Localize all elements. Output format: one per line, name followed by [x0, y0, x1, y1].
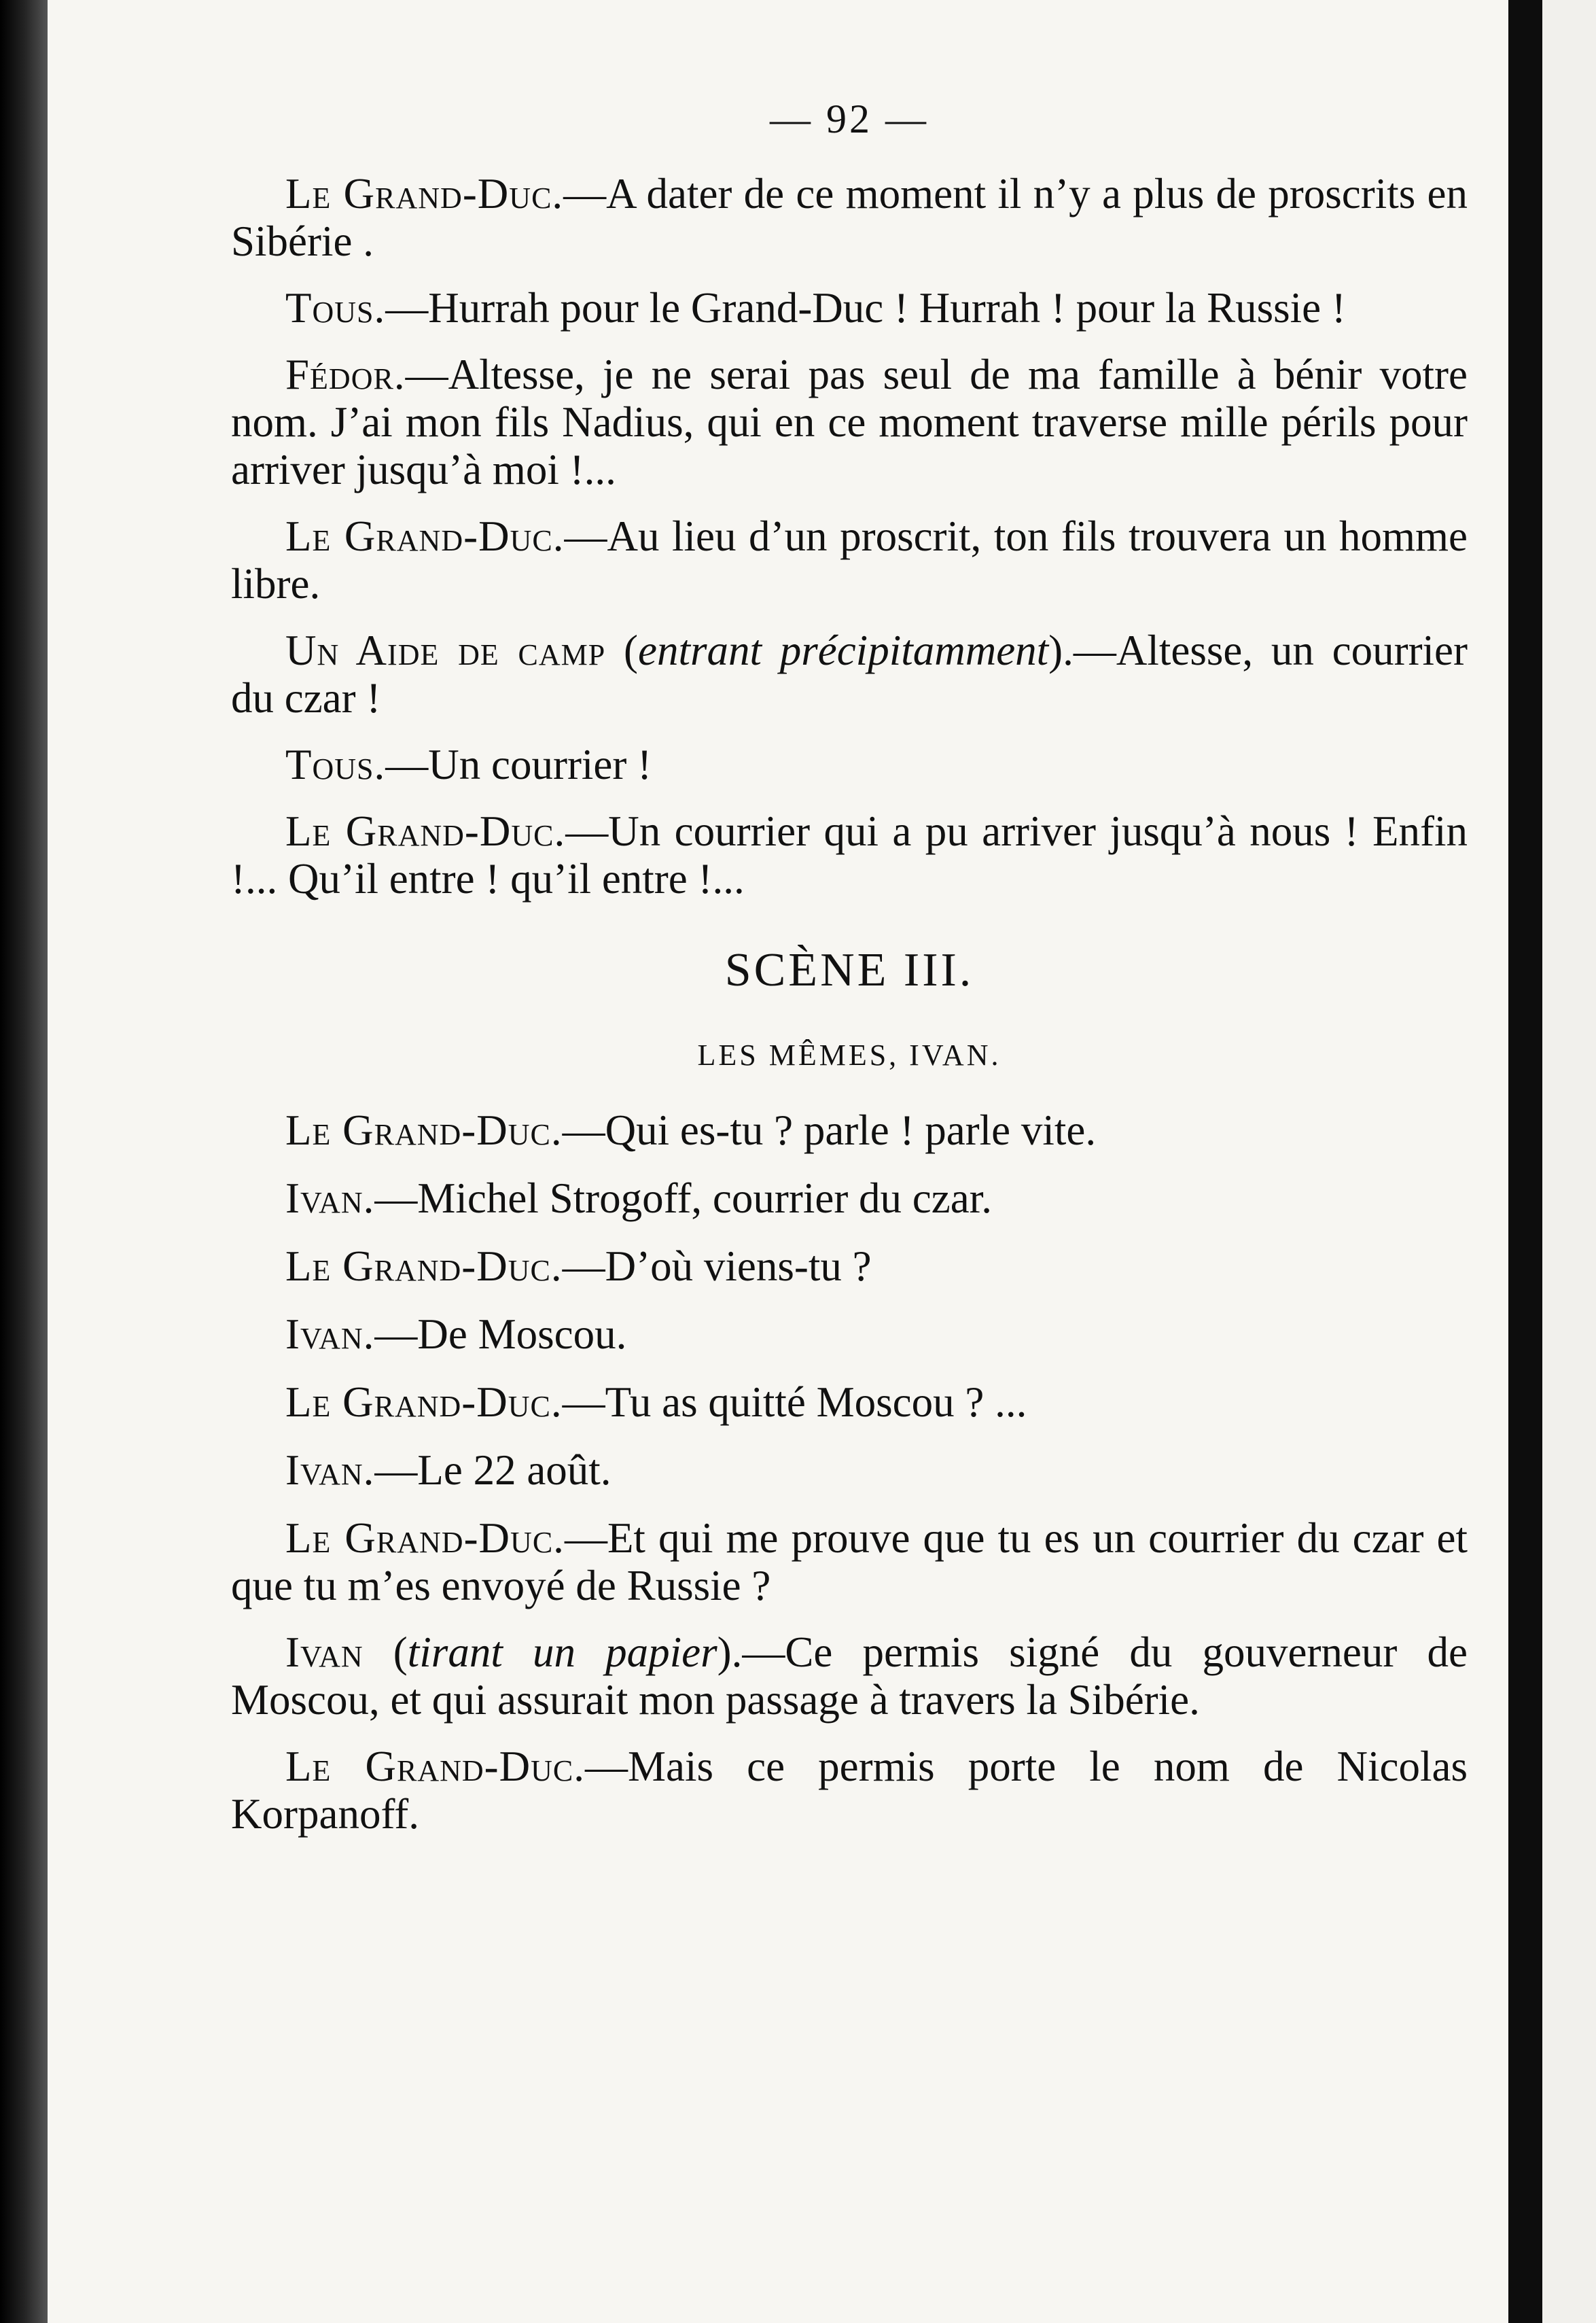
- book-spine: [0, 0, 48, 2323]
- stage-direction-open: (: [605, 627, 638, 674]
- dialogue-text: —De Moscou.: [374, 1310, 627, 1358]
- dialogue-line: [231, 170, 1468, 265]
- speaker-name: Un Aide de camp: [285, 627, 606, 674]
- dialogue-text: —Un courrier !: [385, 741, 652, 788]
- scene-title: SCÈNE III.: [724, 944, 974, 996]
- dialogue-line: [231, 1743, 1468, 1838]
- dialogue-line: [231, 284, 1468, 332]
- dialogue-line: [231, 1174, 1468, 1222]
- speaker-name: Le Grand-Duc.: [285, 1242, 563, 1290]
- dialogue-text: —Michel Strogoff, courrier du czar.: [374, 1174, 992, 1222]
- speaker-name: Le Grand-Duc.: [285, 807, 566, 855]
- dialogue-text: —Altesse, je ne serai pas seul de ma famille à bénir votre nom. J’ai mon fils Nadius, qui en ce moment traverse mille périls pour arriver jusqu’à moi !...: [231, 351, 1468, 493]
- speaker-name: Tous.: [285, 741, 386, 788]
- speaker-name: Ivan.: [285, 1174, 375, 1222]
- dialogue-line: [231, 1310, 1468, 1358]
- stage-direction-open: (: [363, 1628, 408, 1676]
- speaker-name: Tous.: [285, 284, 386, 332]
- dialogue-line: [231, 1514, 1468, 1609]
- stage-direction: entrant précipitamment: [638, 627, 1049, 674]
- dialogue-text: —Le 22 août.: [374, 1446, 611, 1494]
- dialogue-text: —D’où viens-tu ?: [562, 1242, 872, 1290]
- dialogue-line: [231, 351, 1468, 493]
- stage-direction-close: ).: [1048, 627, 1074, 674]
- stage-direction: tirant un papier: [407, 1628, 717, 1676]
- speaker-name: Fédor.: [285, 351, 406, 398]
- dialogue-line: [231, 1628, 1468, 1724]
- speaker-name: Ivan.: [285, 1446, 375, 1494]
- dialogue-text: —Altesse, un courrier du czar !: [231, 627, 1468, 722]
- speaker-name: Le Grand-Duc.: [285, 1743, 585, 1790]
- dialogue-line: [231, 807, 1468, 903]
- dialogue-block-2: [231, 1106, 1468, 1838]
- page-number: — 92 —: [770, 97, 929, 141]
- dialogue-line: [231, 1106, 1468, 1154]
- dialogue-text: —Qui es-tu ? parle ! parle vite.: [562, 1106, 1097, 1154]
- speaker-name: Le Grand-Duc.: [285, 512, 565, 560]
- dialogue-text: —Ce permis signé du gouverneur de Moscou, et qui assurait mon passage à travers la Sibérie.: [231, 1628, 1468, 1724]
- page-gutter: [1508, 0, 1542, 2323]
- dialogue-text: —Un courrier qui a pu arriver jusqu’à nous ! Enfin !... Qu’il entre ! qu’il entre !...: [231, 807, 1468, 903]
- speaker-name: Le Grand-Duc.: [285, 1106, 563, 1154]
- dialogue-line: [231, 1378, 1468, 1426]
- speaker-name: Le Grand-Duc.: [285, 1378, 563, 1426]
- dialogue-line: [231, 627, 1468, 722]
- page-content: [231, 82, 1468, 1857]
- dialogue-text: —A dater de ce moment il n’y a plus de proscrits en Sibérie .: [231, 170, 1468, 265]
- dialogue-text: —Tu as quitté Moscou ? ...: [562, 1378, 1027, 1426]
- book-page: [48, 0, 1508, 2323]
- dialogue-line: [231, 512, 1468, 608]
- speaker-name: Ivan.: [285, 1310, 375, 1358]
- dialogue-line: [231, 741, 1468, 788]
- stage-direction-close: ).: [717, 1628, 743, 1676]
- dialogue-text: —Au lieu d’un proscrit, ton fils trouvera un homme libre.: [231, 512, 1468, 608]
- dialogue-line: [231, 1242, 1468, 1290]
- dialogue-text: —Hurrah pour le Grand-Duc ! Hurrah ! pour la Russie !: [385, 284, 1346, 332]
- dialogue-text: —Mais ce permis porte le nom de Nicolas Korpanoff.: [231, 1743, 1468, 1838]
- adjacent-page-edge: [1542, 0, 1596, 2323]
- dialogue-block-1: [231, 170, 1468, 903]
- scene-characters: LES MÊMES, IVAN.: [697, 1038, 1001, 1072]
- dialogue-text: —Et qui me prouve que tu es un courrier du czar et que tu m’es envoyé de Russie ?: [231, 1514, 1468, 1609]
- speaker-name: Ivan: [285, 1628, 363, 1676]
- speaker-name: Le Grand-Duc.: [285, 170, 564, 217]
- speaker-name: Le Grand-Duc.: [285, 1514, 565, 1562]
- dialogue-line: [231, 1446, 1468, 1494]
